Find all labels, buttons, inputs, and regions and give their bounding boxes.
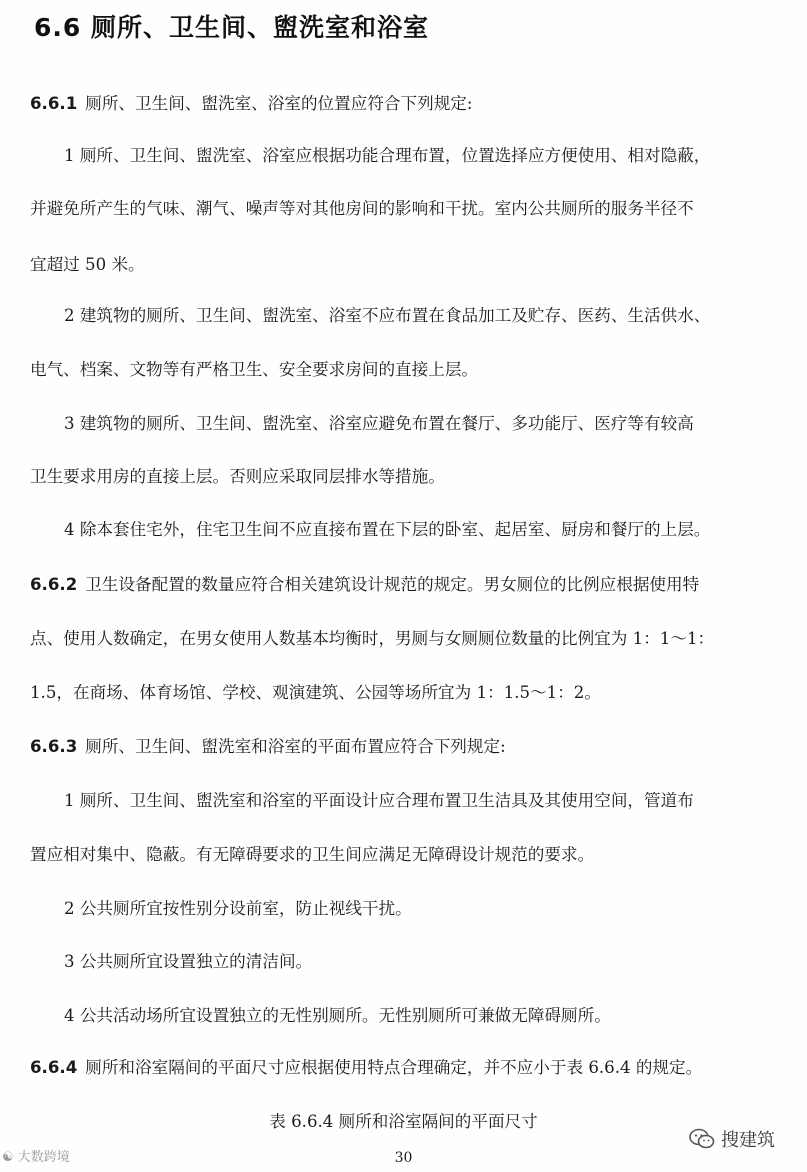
clause-6-6-1-item1-line3: 宜超过 50 米。 xyxy=(30,255,145,274)
clause-6-6-4-line1 xyxy=(30,1058,795,1078)
clause-text: 厕所、卫生间、盥洗室和浴室的平面布置应符合下列规定: xyxy=(85,737,506,756)
watermark-left-text: 大数跨境 xyxy=(17,1150,70,1165)
clause-6-6-1-intro xyxy=(30,94,795,114)
clause-text: 厕所、卫生间、盥洗室、浴室的位置应符合下列规定: xyxy=(85,94,473,113)
clause-text: 卫生设备配置的数量应符合相关建筑设计规范的规定。男女厕位的比例应根据使用特 xyxy=(85,575,700,594)
clause-6-6-1-item1-line2: 并避免所产生的气味、潮气、噪声等对其他房间的影响和干扰。室内公共厕所的服务半径不 xyxy=(30,199,694,218)
clause-6-6-1-item2-line1: 2 建筑物的厕所、卫生间、盥洗室、浴室不应布置在食品加工及贮存、医药、生活供水、 xyxy=(64,306,711,325)
watermark-right xyxy=(689,1126,775,1152)
weibo-logo-icon: ☯ xyxy=(2,1150,14,1165)
clause-number: 6.6.4 xyxy=(30,1058,78,1077)
watermark-left xyxy=(2,1146,70,1165)
clause-6-6-3-item1-line1: 1 厕所、卫生间、盥洗室和浴室的平面设计应合理布置卫生洁具及其使用空间，管道布 xyxy=(64,791,694,810)
clause-6-6-1-item3-line1: 3 建筑物的厕所、卫生间、盥洗室、浴室应避免布置在餐厅、多功能厅、医疗等有较高 xyxy=(64,414,694,433)
section-title: 6.6 厕所、卫生间、盥洗室和浴室 xyxy=(34,13,429,42)
clause-6-6-3-item3-line1: 3 公共厕所宜设置独立的清洁间。 xyxy=(64,952,313,971)
clause-number: 6.6.2 xyxy=(30,575,78,594)
table-caption: 表 6.6.4 厕所和浴室隔间的平面尺寸 xyxy=(269,1112,538,1131)
clause-6-6-3-item2-line1: 2 公共厕所宜按性别分设前室，防止视线干扰。 xyxy=(64,899,412,918)
clause-6-6-1-item3-line2: 卫生要求用房的直接上层。否则应采取同层排水等措施。 xyxy=(30,467,445,486)
clause-6-6-2-line2: 点、使用人数确定，在男女使用人数基本均衡时，男厕与女厕厕位数量的比例宜为 1：1～1： xyxy=(30,629,715,648)
page-number: 30 xyxy=(394,1150,413,1166)
clause-number: 6.6.3 xyxy=(30,737,78,756)
clause-6-6-3-intro xyxy=(30,737,795,757)
clause-6-6-2-line3: 1.5，在商场、体育场馆、学校、观演建筑、公园等场所宜为 1：1.5～1：2。 xyxy=(30,683,601,702)
clause-6-6-1-item2-line2: 电气、档案、文物等有严格卫生、安全要求房间的直接上层。 xyxy=(30,360,479,379)
wechat-logo-icon xyxy=(689,1128,715,1150)
watermark-right-text: 搜建筑 xyxy=(721,1130,775,1151)
clause-6-6-2-line1 xyxy=(30,575,795,595)
clause-6-6-3-item1-line2: 置应相对集中、隐蔽。有无障碍要求的卫生间应满足无障碍设计规范的要求。 xyxy=(30,845,595,864)
clause-6-6-1-item1-line1: 1 厕所、卫生间、盥洗室、浴室应根据功能合理布置，位置选择应方便使用、相对隐蔽， xyxy=(64,146,711,165)
clause-number: 6.6.1 xyxy=(30,94,78,113)
clause-6-6-3-item4-line1: 4 公共活动场所宜设置独立的无性别厕所。无性别厕所可兼做无障碍厕所。 xyxy=(64,1006,611,1025)
clause-6-6-1-item4-line1: 4 除本套住宅外，住宅卫生间不应直接布置在下层的卧室、起居室、厨房和餐厅的上层。 xyxy=(64,520,711,539)
clause-text: 厕所和浴室隔间的平面尺寸应根据使用特点合理确定，并不应小于表 6.6.4 的规定。 xyxy=(85,1058,703,1077)
